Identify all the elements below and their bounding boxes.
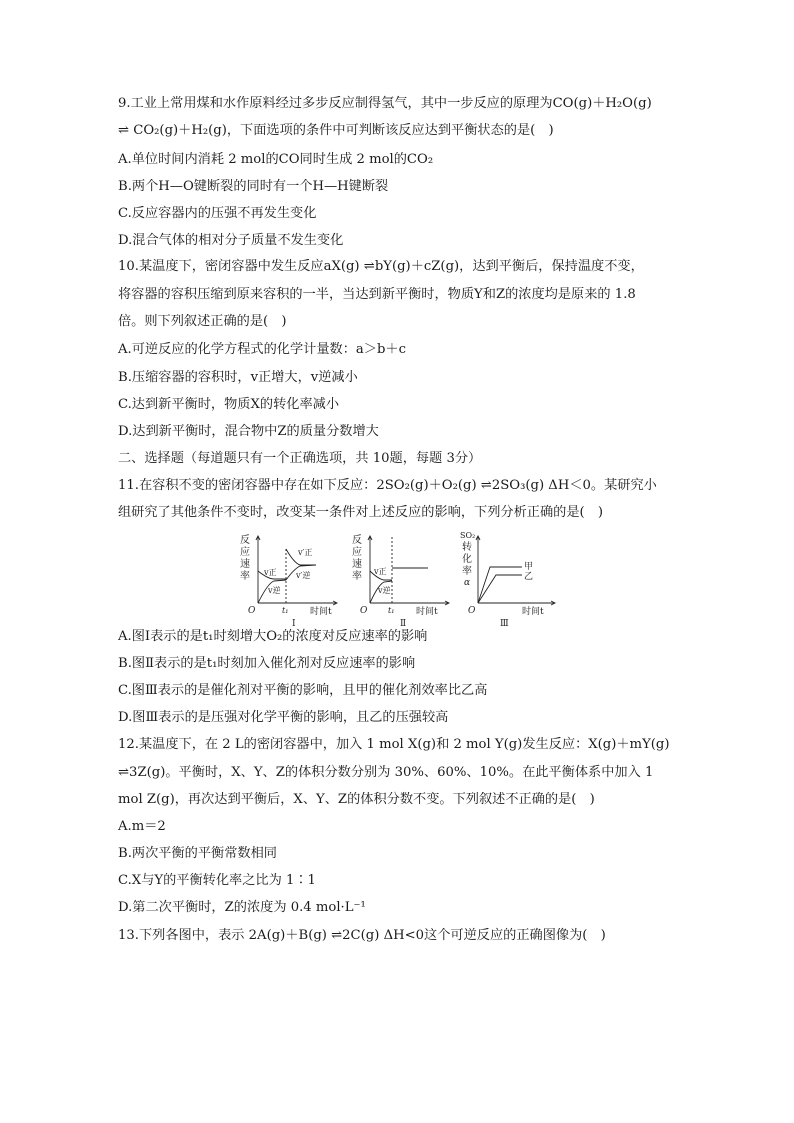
q9-stem-line1: 9.工业上常用煤和水作原料经过多步反应制得氢气，其中一步反应的原理为CO(g)＋H₂O(g) xyxy=(118,96,652,111)
fig2-ylabel-3: 速 xyxy=(352,559,362,570)
figure-1 xyxy=(238,527,338,627)
q9-option-b: B.两个H—O键断裂的同时有一个H—H键断裂 xyxy=(118,179,389,194)
q12-stem-line3: mol Z(g)，再次达到平衡后，X、Y、Z的体积分数不变。下列叙述不正确的是( ) xyxy=(118,792,595,807)
q10-option-d: D.达到新平衡时，混合物中Z的质量分数增大 xyxy=(118,424,379,439)
q10-option-c: C.达到新平衡时，物质X的转化率减小 xyxy=(118,397,340,412)
fig3-curve-yi xyxy=(478,575,522,603)
fig3-ylabel-2: 转 xyxy=(462,542,472,553)
fig3-yi-label: 乙 xyxy=(524,572,534,582)
q10-stem-line3: 倍。则下列叙述正确的是( ) xyxy=(118,314,287,329)
fig2-ylabel-4: 率 xyxy=(352,571,362,582)
q11-stem-line1: 11.在容积不变的密闭容器中存在如下反应：2SO₂(g)＋O₂(g) ⇌2SO₃(g) ΔH＜0。某研究小 xyxy=(118,478,657,493)
q12-stem-line1: 12.某温度下，在 2 L的密闭容器中，加入 1 mol X(g)和 2 mol Y(g)发生反应：X(g)＋mY(g) xyxy=(118,737,670,752)
q10-option-b: B.压缩容器的容积时，v正增大，v逆减小 xyxy=(118,370,358,385)
fig1-v-reverse2-label: v′逆 xyxy=(296,571,311,580)
q10-option-a: A.可逆反应的化学方程式的化学计量数：a＞b＋c xyxy=(118,342,406,357)
fig3-caption: Ⅲ xyxy=(500,619,509,629)
fig3-origin: O xyxy=(468,606,476,616)
section-heading: 二、选择题（每道题只有一个正确选项，共 10题，每题 3分） xyxy=(118,451,482,466)
fig1-ylabel-4: 率 xyxy=(240,571,250,582)
fig2-origin: O xyxy=(360,606,368,616)
q9-option-a: A.单位时间内消耗 2 mol的CO同时生成 2 mol的CO₂ xyxy=(118,152,434,167)
q12-option-d: D.第二次平衡时，Z的浓度为 0.4 mol·L⁻¹ xyxy=(118,900,366,915)
fig3-jia-label: 甲 xyxy=(524,562,534,572)
fig1-ylabel-1: 反 xyxy=(240,535,250,546)
fig3-ylabel-4: 率 xyxy=(462,566,472,577)
fig3-ylabel-3: 化 xyxy=(462,554,472,565)
fig1-t1-label: t₁ xyxy=(282,606,289,615)
fig3-alpha: α xyxy=(464,578,471,588)
figure-2 xyxy=(350,527,450,627)
q11-stem-line2: 组研究了其他条件不变时，改变某一条件对上述反应的影响，下列分析正确的是( ) xyxy=(118,505,604,520)
q11-option-b: B.图Ⅱ表示的是t₁时刻加入催化剂对反应速率的影响 xyxy=(118,656,416,671)
fig2-ylabel-2: 应 xyxy=(352,547,362,558)
fig2-t1-label: t₁ xyxy=(388,606,395,615)
fig2-v-reverse-label: v逆 xyxy=(378,586,391,595)
q9-option-d: D.混合气体的相对分子质量不发生变化 xyxy=(118,233,344,248)
figure-3 xyxy=(456,527,556,627)
q11-option-d: D.图Ⅲ表示的是压强对化学平衡的影响，且乙的压强较高 xyxy=(118,710,449,725)
q11-option-c: C.图Ⅲ表示的是催化剂对平衡的影响，且甲的催化剂效率比乙高 xyxy=(118,683,488,698)
q12-option-a: A.m＝2 xyxy=(118,819,166,834)
fig3-xlabel: 时间t xyxy=(522,607,544,617)
q12-option-c: C.X与Y的平衡转化率之比为 1∶1 xyxy=(118,873,316,888)
fig2-caption: Ⅱ xyxy=(400,619,407,629)
q9-option-c: C.反应容器内的压强不再发生变化 xyxy=(118,206,317,221)
q9-stem-line2: ⇌ CO₂(g)＋H₂(g)，下面选项的条件中可判断该反应达到平衡状态的是( ) xyxy=(118,123,554,138)
fig3-ylabel-1: SO₂ xyxy=(460,531,476,540)
q10-stem-line1: 10.某温度下，密闭容器中发生反应aX(g) ⇌bY(g)＋cZ(g)，达到平衡后，保持温度不变， xyxy=(118,259,644,274)
fig2-ylabel-1: 反 xyxy=(352,535,362,546)
fig2-v-forward-label: v正 xyxy=(374,567,387,576)
fig3-curve-jia xyxy=(478,567,522,603)
fig1-v-forward-label: v正 xyxy=(264,568,277,577)
fig1-v-reverse-label: v逆 xyxy=(268,586,281,595)
q12-stem-line2: ⇌3Z(g)。平衡时，X、Y、Z的体积分数分别为 30%、60%、10%。在此平衡体系中加入 1 xyxy=(118,765,654,780)
q11-option-a: A.图Ⅰ表示的是t₁时刻增大O₂的浓度对反应速率的影响 xyxy=(118,629,428,644)
fig1-xlabel: 时间t xyxy=(310,607,332,617)
fig1-v-forward2-label: v′正 xyxy=(298,548,313,557)
q13-stem-line1: 13.下列各图中，表示 2A(g)＋B(g) ⇌2C(g) ΔH<0这个可逆反应的正确图像为( ) xyxy=(118,928,606,943)
q11-figures xyxy=(238,527,558,627)
fig1-origin: O xyxy=(248,606,256,616)
q12-option-b: B.两次平衡的平衡常数相同 xyxy=(118,846,277,861)
fig1-ylabel-2: 应 xyxy=(240,547,250,558)
fig2-xlabel: 时间t xyxy=(416,607,438,617)
fig1-ylabel-3: 速 xyxy=(240,559,250,570)
q10-stem-line2: 将容器的容积压缩到原来容积的一半，当达到新平衡时，物质Y和Z的浓度均是原来的 1.8 xyxy=(118,287,636,302)
fig1-caption: Ⅰ xyxy=(292,619,296,629)
